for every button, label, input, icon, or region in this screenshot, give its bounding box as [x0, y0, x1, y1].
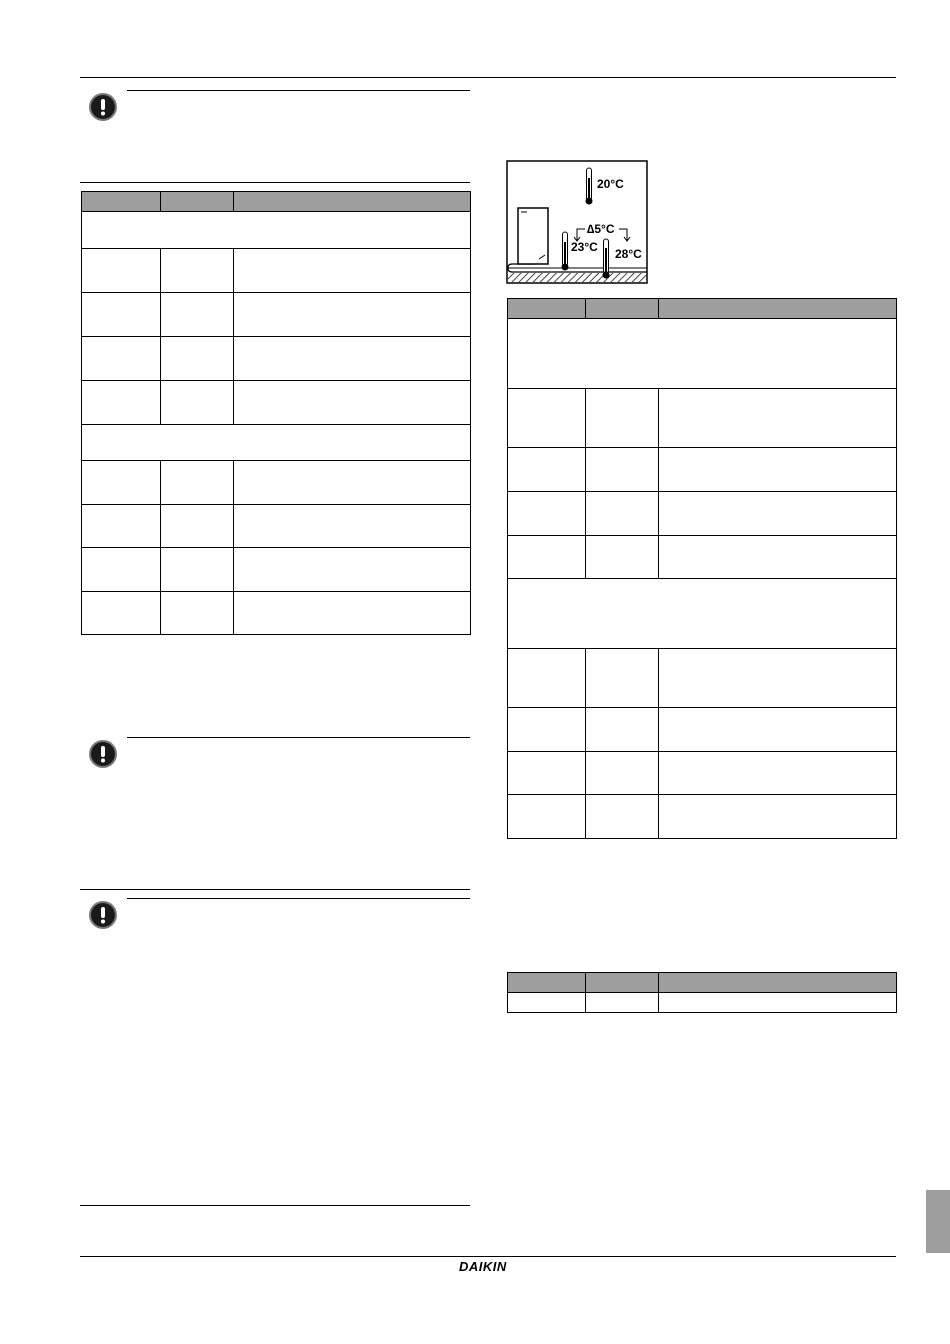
table-header-cell — [82, 192, 161, 212]
low-temperature-label: 23°C — [571, 240, 598, 254]
high-temperature-label: 28°C — [615, 247, 642, 261]
table-cell — [82, 548, 161, 592]
table-cell — [234, 592, 471, 635]
table-cell — [659, 536, 897, 579]
table-header-cell — [659, 973, 897, 993]
thermometer-icon — [603, 239, 610, 279]
table-cell — [82, 505, 161, 548]
table-cell — [234, 249, 471, 293]
table-cell — [161, 337, 234, 381]
table-header-cell — [586, 299, 659, 319]
caution-rule-bottom — [80, 1205, 470, 1206]
table-header-cell — [161, 192, 234, 212]
thermometer-icon — [586, 168, 593, 205]
table-cell — [161, 548, 234, 592]
table-cell — [659, 752, 897, 795]
caution-rule-top — [127, 737, 470, 738]
table-cell — [82, 461, 161, 505]
delta-temperature-label: ∆5°C — [587, 222, 615, 236]
table-cell — [586, 649, 659, 708]
table-cell — [659, 993, 897, 1013]
table-header-cell — [586, 973, 659, 993]
room-temperature-label: 20°C — [597, 177, 624, 191]
caution-rule-bottom — [80, 182, 470, 183]
table-cell — [82, 249, 161, 293]
caution-icon — [89, 901, 117, 929]
table-cell — [586, 795, 659, 839]
caution-icon — [89, 93, 117, 121]
table-header-cell — [508, 299, 586, 319]
table-cell — [234, 461, 471, 505]
table-cell — [161, 592, 234, 635]
table-cell — [161, 381, 234, 425]
table-cell — [508, 795, 586, 839]
table-cell — [586, 536, 659, 579]
settings-table-left — [81, 191, 471, 635]
table-cell — [234, 293, 471, 337]
table-cell — [82, 293, 161, 337]
table-cell — [161, 461, 234, 505]
table-cell — [659, 448, 897, 492]
settings-table-right — [507, 298, 897, 839]
table-cell — [659, 649, 897, 708]
table-section-row — [82, 425, 471, 461]
table-cell — [234, 337, 471, 381]
table-cell — [508, 993, 586, 1013]
table-cell — [234, 505, 471, 548]
table-cell — [82, 337, 161, 381]
table-cell — [508, 752, 586, 795]
table-cell — [161, 293, 234, 337]
header-rule — [80, 77, 896, 78]
table-cell — [508, 492, 586, 536]
table-cell — [161, 249, 234, 293]
table-cell — [508, 389, 586, 448]
table-cell — [82, 592, 161, 635]
table-cell — [508, 536, 586, 579]
table-section-row — [508, 579, 897, 649]
table-cell — [234, 381, 471, 425]
table-cell — [659, 795, 897, 839]
brand-logo: DAIKIN — [459, 1259, 507, 1274]
table-cell — [659, 389, 897, 448]
table-header-cell — [508, 973, 586, 993]
caution-rule-top — [127, 90, 470, 91]
table-cell — [586, 708, 659, 752]
footer-rule — [80, 1256, 896, 1257]
table-section-row — [82, 212, 471, 249]
table-cell — [659, 708, 897, 752]
floor-hatch — [507, 273, 647, 283]
table-cell — [586, 389, 659, 448]
table-header-cell — [659, 299, 897, 319]
table-cell — [586, 492, 659, 536]
table-cell — [508, 649, 586, 708]
thermometer-icon — [562, 232, 569, 271]
table-cell — [586, 752, 659, 795]
settings-table-small — [507, 972, 897, 1013]
table-cell — [659, 492, 897, 536]
table-header-cell — [234, 192, 471, 212]
table-cell — [508, 708, 586, 752]
table-cell — [586, 993, 659, 1013]
table-cell — [508, 448, 586, 492]
caution-rule-bottom — [80, 889, 470, 890]
caution-rule-top — [127, 898, 470, 899]
floor-heating-illustration — [506, 160, 648, 284]
table-cell — [161, 505, 234, 548]
section-side-tab — [926, 1190, 950, 1253]
table-cell — [586, 448, 659, 492]
table-cell — [234, 548, 471, 592]
caution-icon — [89, 740, 117, 768]
table-section-row — [508, 319, 897, 389]
table-cell — [82, 381, 161, 425]
